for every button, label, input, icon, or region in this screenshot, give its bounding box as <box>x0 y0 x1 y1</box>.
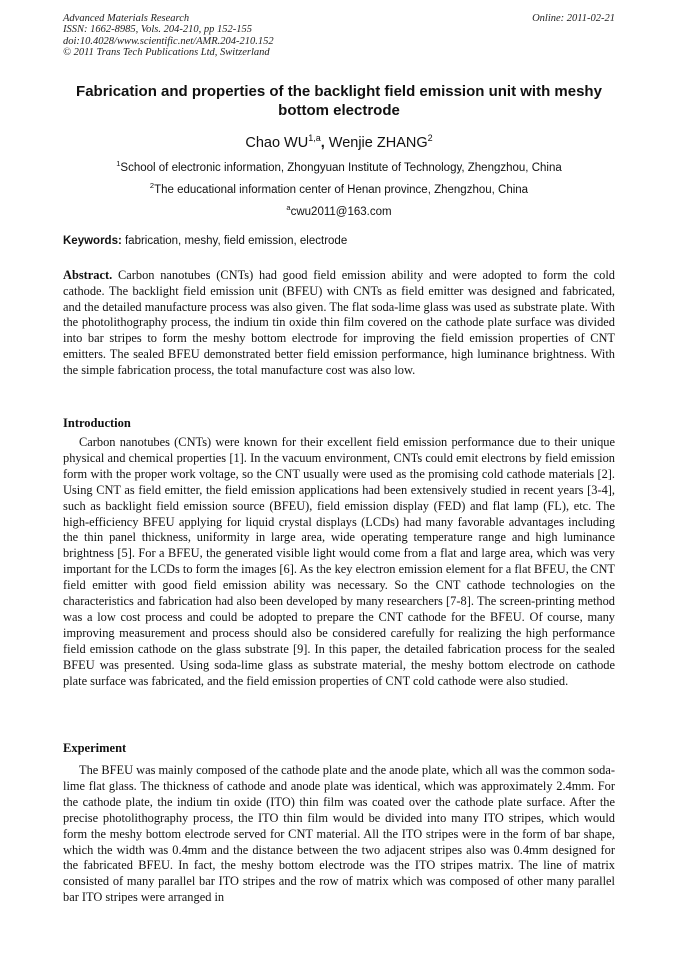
author-1-affiliation-mark: 1,a <box>308 133 321 143</box>
author-2-name: Wenjie ZHANG <box>324 134 428 151</box>
affiliation-1 <box>63 157 615 175</box>
author-email <box>63 201 615 219</box>
experiment-heading: Experiment <box>63 741 127 755</box>
paper-title: Fabrication and properties of the backlight field emission unit with meshy bottom electrode <box>76 83 602 119</box>
affiliation-2-mark: 2 <box>149 181 155 190</box>
author-separator: , <box>320 134 325 151</box>
keywords-text: fabrication, meshy, field emission, electrode <box>121 235 348 247</box>
doi-line: doi:10.4028/www.scientific.net/AMR.204-210.152 <box>63 35 274 47</box>
journal-name: Advanced Materials Research <box>63 13 190 24</box>
keywords-label: Keywords: <box>63 235 122 247</box>
affiliation-2-text: The educational information center of Henan province, Zhengzhou, China <box>154 183 529 196</box>
email-mark: a <box>286 203 291 212</box>
author-2-affiliation-mark: 2 <box>427 133 433 143</box>
introduction-paragraph: Carbon nanotubes (CNTs) were known for their excellent field emission performance due to their unique physical and chemical properties [1]. In the vacuum environment, CNTs could emit electrons by field emission form with the proper work voltage, so the CNT usually were used as the promising cold cathode materials [2]. Using CNT as field emitter, the field emission applications had been extensively studied in recent years [3-4], such as backlight field emission source (BFEU), field emission display (FED) and flat lamp (FL), etc. The high-efficiency BFEU applying for liquid crystal displays (LCDs) had many favorable advantages including the thin panel thickness, uniformity in large area, wide operating temperature range and high luminance brightness [5]. For a BFEU, the generated visible light would come from a flat and large area, which was very important for the LCDs to form the images [6]. As the key electron emission element for a flat BFEU, the CNT field emitter with good field emission ability was necessary. So the CNT cathode technologies on the characteristics and fabrication had also been developed by many researchers [7-8]. The screen-printing method was a low cost process and could be adopted to prepare the CNT cathode for the BFEU. Of course, many improving measurement and process should also be considered carefully for realizing the high performance field emission cathode on the glass substrate [9]. In this paper, the detailed fabrication process for the sealed BFEU was presented. Using soda-lime glass as substrate material, the meshy bottom electrode on cathode plate surface was fabricated, and the field emission properties of CNT cold cathode were also studied. <box>63 435 615 688</box>
abstract <box>63 268 615 379</box>
keywords <box>63 234 615 248</box>
online-date: Online: 2011-02-21 <box>532 13 615 24</box>
affiliation-1-mark: 1 <box>116 159 121 168</box>
experiment-paragraph: The BFEU was mainly composed of the cathode plate and the anode plate, which all was the common soda-lime flat glass. The thickness of cathode and anode plate was identical, which was approximately 2.4mm. For the cathode plate, the indium tin oxide (ITO) thin film was coated over the cathode plate surface. After the precise photolithography process, the ITO thin film would be divided into many ITO stripes, which would form the meshy bottom electrode served for CNT material. All the ITO stripes were in the form of bar shape, which the width was 0.4mm and the distance between the two adjacent stripes also was 0.4mm designed for the fabricated BFEU. In fact, the meshy bottom electrode was the ITO stripes matrix. The line of matrix consisted of many parallel bar ITO stripes and the row of matrix which was composed of other many parallel bar ITO stripes were arranged in <box>63 763 615 905</box>
copyright-line: © 2011 Trans Tech Publications Ltd, Switzerland <box>63 46 270 58</box>
affiliation-1-text: School of electronic information, Zhongyuan Institute of Technology, Zhengzhou, China <box>120 161 562 174</box>
issn-line: ISSN: 1662-8985, Vols. 204-210, pp 152-155 <box>63 24 252 36</box>
affiliation-2 <box>63 179 615 197</box>
publication-header <box>63 13 615 58</box>
abstract-text: Carbon nanotubes (CNTs) had good field emission ability and were adopted to form the cold cathode. The backlight field emission unit (BFEU) with CNTs as field emitter was designed and fabricated, and the detailed manufacture process was also given. The flat soda-lime glass was used as substrate plate. With the photolithography process, the indium tin oxide thin film covered on the cathode plate surface was divided into bar stripes to form the meshy bottom electrode for improving the field emission properties of CNT emitters. The sealed BFEU demonstrated better field emission performance, high luminance brightness. With the simple fabrication process, the total manufacture cost was also low. <box>63 268 615 377</box>
author-1-name: Chao WU <box>245 134 309 151</box>
abstract-label: Abstract. <box>63 268 113 282</box>
introduction-heading: Introduction <box>63 416 131 430</box>
email-text: cwu2011@163.com <box>290 205 392 218</box>
author-line <box>63 130 615 152</box>
